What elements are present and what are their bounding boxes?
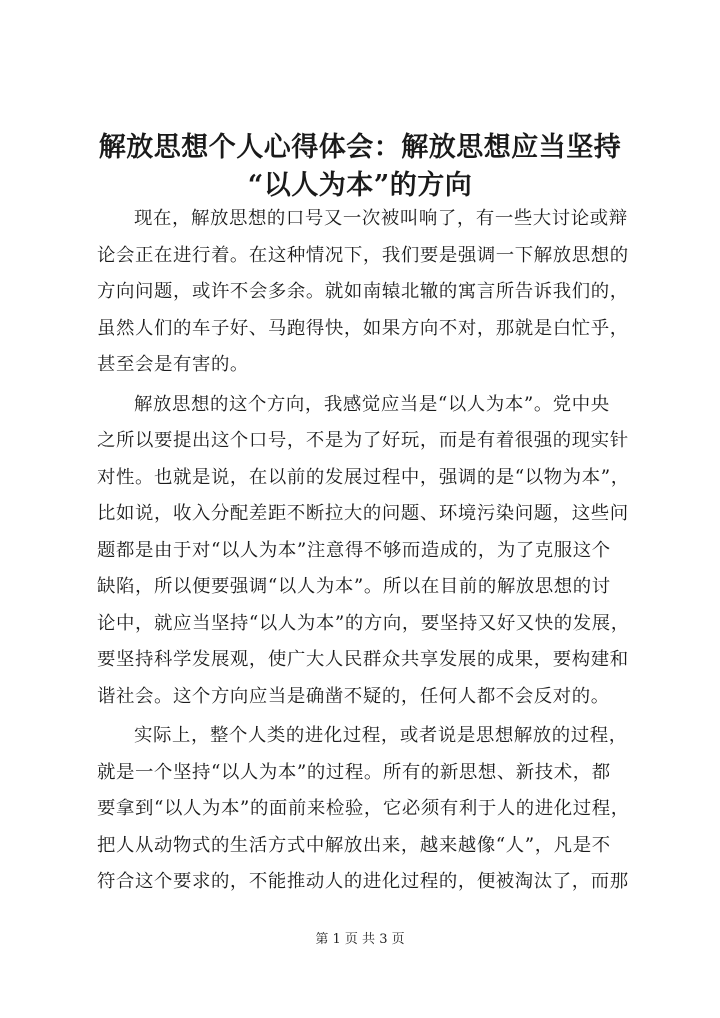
paragraph-line: 题都是由于对“以人为本”注意得不够而造成的，为了克服这个 bbox=[97, 539, 611, 561]
paragraph-line: 比如说，收入分配差距不断拉大的问题、环境污染问题，这些问 bbox=[97, 503, 629, 524]
paragraph-line: 现在，解放思想的口号又一次被叫响了，有一些大讨论或辩 bbox=[134, 208, 628, 229]
paragraph-line: 方向问题，或许不会多余。就如南辕北辙的寓言所告诉我们的， bbox=[97, 281, 629, 302]
paragraph-line: 把人从动物式的生活方式中解放出来，越来越像“人”，凡是不 bbox=[97, 834, 611, 856]
document-title-line-1: 解放思想个人心得体会：解放思想应当坚持 bbox=[98, 132, 622, 163]
paragraph-line: 实际上，整个人类的进化过程，或者说是思想解放的过程， bbox=[134, 725, 628, 746]
paragraph-line: 符合这个要求的，不能推动人的进化过程的，便被淘汰了，而那 bbox=[97, 871, 629, 892]
paragraph-line: 论中，就应当坚持“以人为本”的方向，要坚持又好又快的发展， bbox=[97, 612, 630, 634]
paragraph-line: 之所以要提出这个口号，不是为了好玩，而是有着很强的现实针 bbox=[97, 430, 629, 451]
paragraph-line: 对性。也就是说，在以前的发展过程中，强调的是“以物为本”， bbox=[97, 466, 630, 488]
paragraph-line: 解放思想的这个方向，我感觉应当是“以人为本”。党中央 bbox=[134, 393, 610, 415]
paragraph-line: 谐社会。这个方向应当是确凿不疑的，任何人都不会反对的。 bbox=[97, 685, 610, 707]
paragraph-line: 就是一个坚持“以人为本”的过程。所有的新思想、新技术，都 bbox=[97, 761, 611, 783]
paragraph-line: 论会正在进行着。在这种情况下，我们要是强调一下解放思想的 bbox=[97, 244, 629, 266]
document-title-line-2: “以人为本”的方向 bbox=[247, 170, 473, 201]
paragraph-line: 缺陷，所以便要强调“以人为本”。所以在目前的解放思想的讨 bbox=[97, 576, 611, 597]
document-body bbox=[97, 201, 637, 901]
paragraph-line: 要拿到“以人为本”的面前来检验，它必须有利于人的进化过程， bbox=[97, 798, 630, 819]
page-footer: 第 1 页 共 3 页 bbox=[315, 932, 405, 947]
paragraph-line: 要坚持科学发展观，使广大人民群众共享发展的成果，要构建和 bbox=[97, 649, 629, 670]
paragraph-line: 甚至会是有害的。 bbox=[97, 354, 249, 375]
paragraph-line: 虽然人们的车子好、马跑得快，如果方向不对，那就是白忙乎， bbox=[97, 317, 629, 339]
